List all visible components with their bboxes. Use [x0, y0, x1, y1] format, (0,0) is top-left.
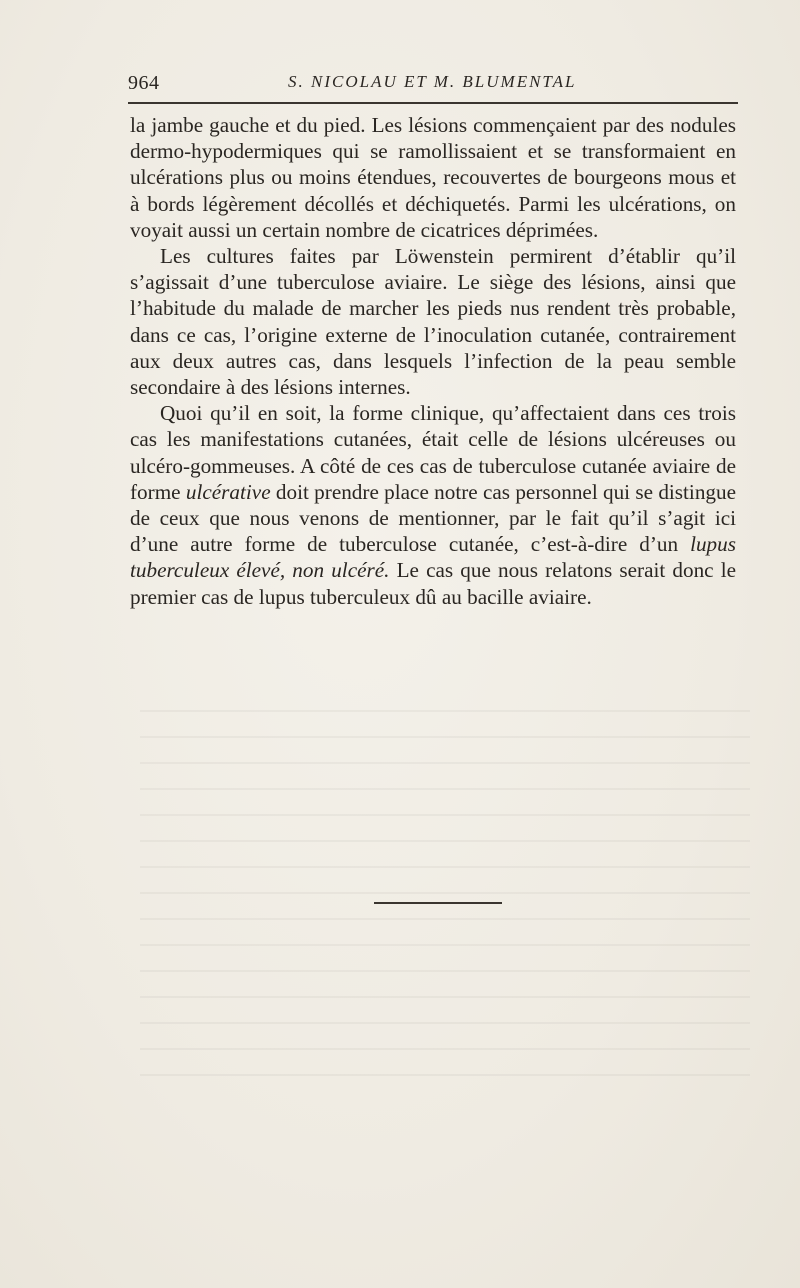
text-segment: Les cultures faites par Löwenstein permirent d’établir qu’il s’agissait d’une tuberculose aviaire. Le siège des lésions, ainsi que l’habitude du malade de marcher les pieds nus rendent très probable, dans ce cas, l’origine externe de l’inoculation cutanée, contrairement aux deux autres cas, dans lesquels l’infection de la peau semble secondaire à des lésions internes.	[130, 244, 736, 400]
italic-term: lupus tuberculeux élevé, non ulcéré.	[130, 532, 736, 583]
paragraph-1	[130, 112, 736, 243]
text-segment: doit prendre place notre cas personnel qui se distingue de ceux que nous venons de mentionner, par le fait qu’il s’agit ici d’une autre forme de tuberculose cutanée, c’est-à-dire d’un	[130, 479, 736, 557]
italic-term: ulcérative	[185, 479, 271, 504]
show-through	[140, 690, 750, 1090]
paragraph-3	[130, 400, 736, 610]
running-head: S. NICOLAU ET M. BLUMENTAL	[288, 72, 577, 91]
page-number: 964	[128, 72, 160, 94]
header-rule	[128, 102, 738, 104]
section-end-rule	[374, 902, 502, 904]
text-segment: la jambe gauche et du pied. Les lésions commençaient par des nodules dermo-hypodermiques qui se ramollissaient et se transformaient en ulcérations plus ou moins étendues, recouvertes de bourgeons mous et à bords légèrement décollés et déchiquetés. Parmi les ulcérations, on voyait aussi un certain nombre de cicatrices déprimées.	[130, 113, 736, 242]
text-segment: Quoi qu’il en soit, la forme clinique, qu’affectaient dans ces trois cas les manifestations cutanées, était celle de lésions ulcéreuses ou ulcéro-gommeuses. A côté de ces cas de tuberculose cutanée aviaire de forme	[130, 401, 736, 504]
page-header	[128, 68, 738, 98]
text-segment: Le cas que nous relatons serait donc le premier cas de lupus tuberculeux dû au bacille aviaire.	[130, 558, 736, 609]
paragraph-2	[130, 243, 736, 400]
body-text	[130, 112, 736, 610]
